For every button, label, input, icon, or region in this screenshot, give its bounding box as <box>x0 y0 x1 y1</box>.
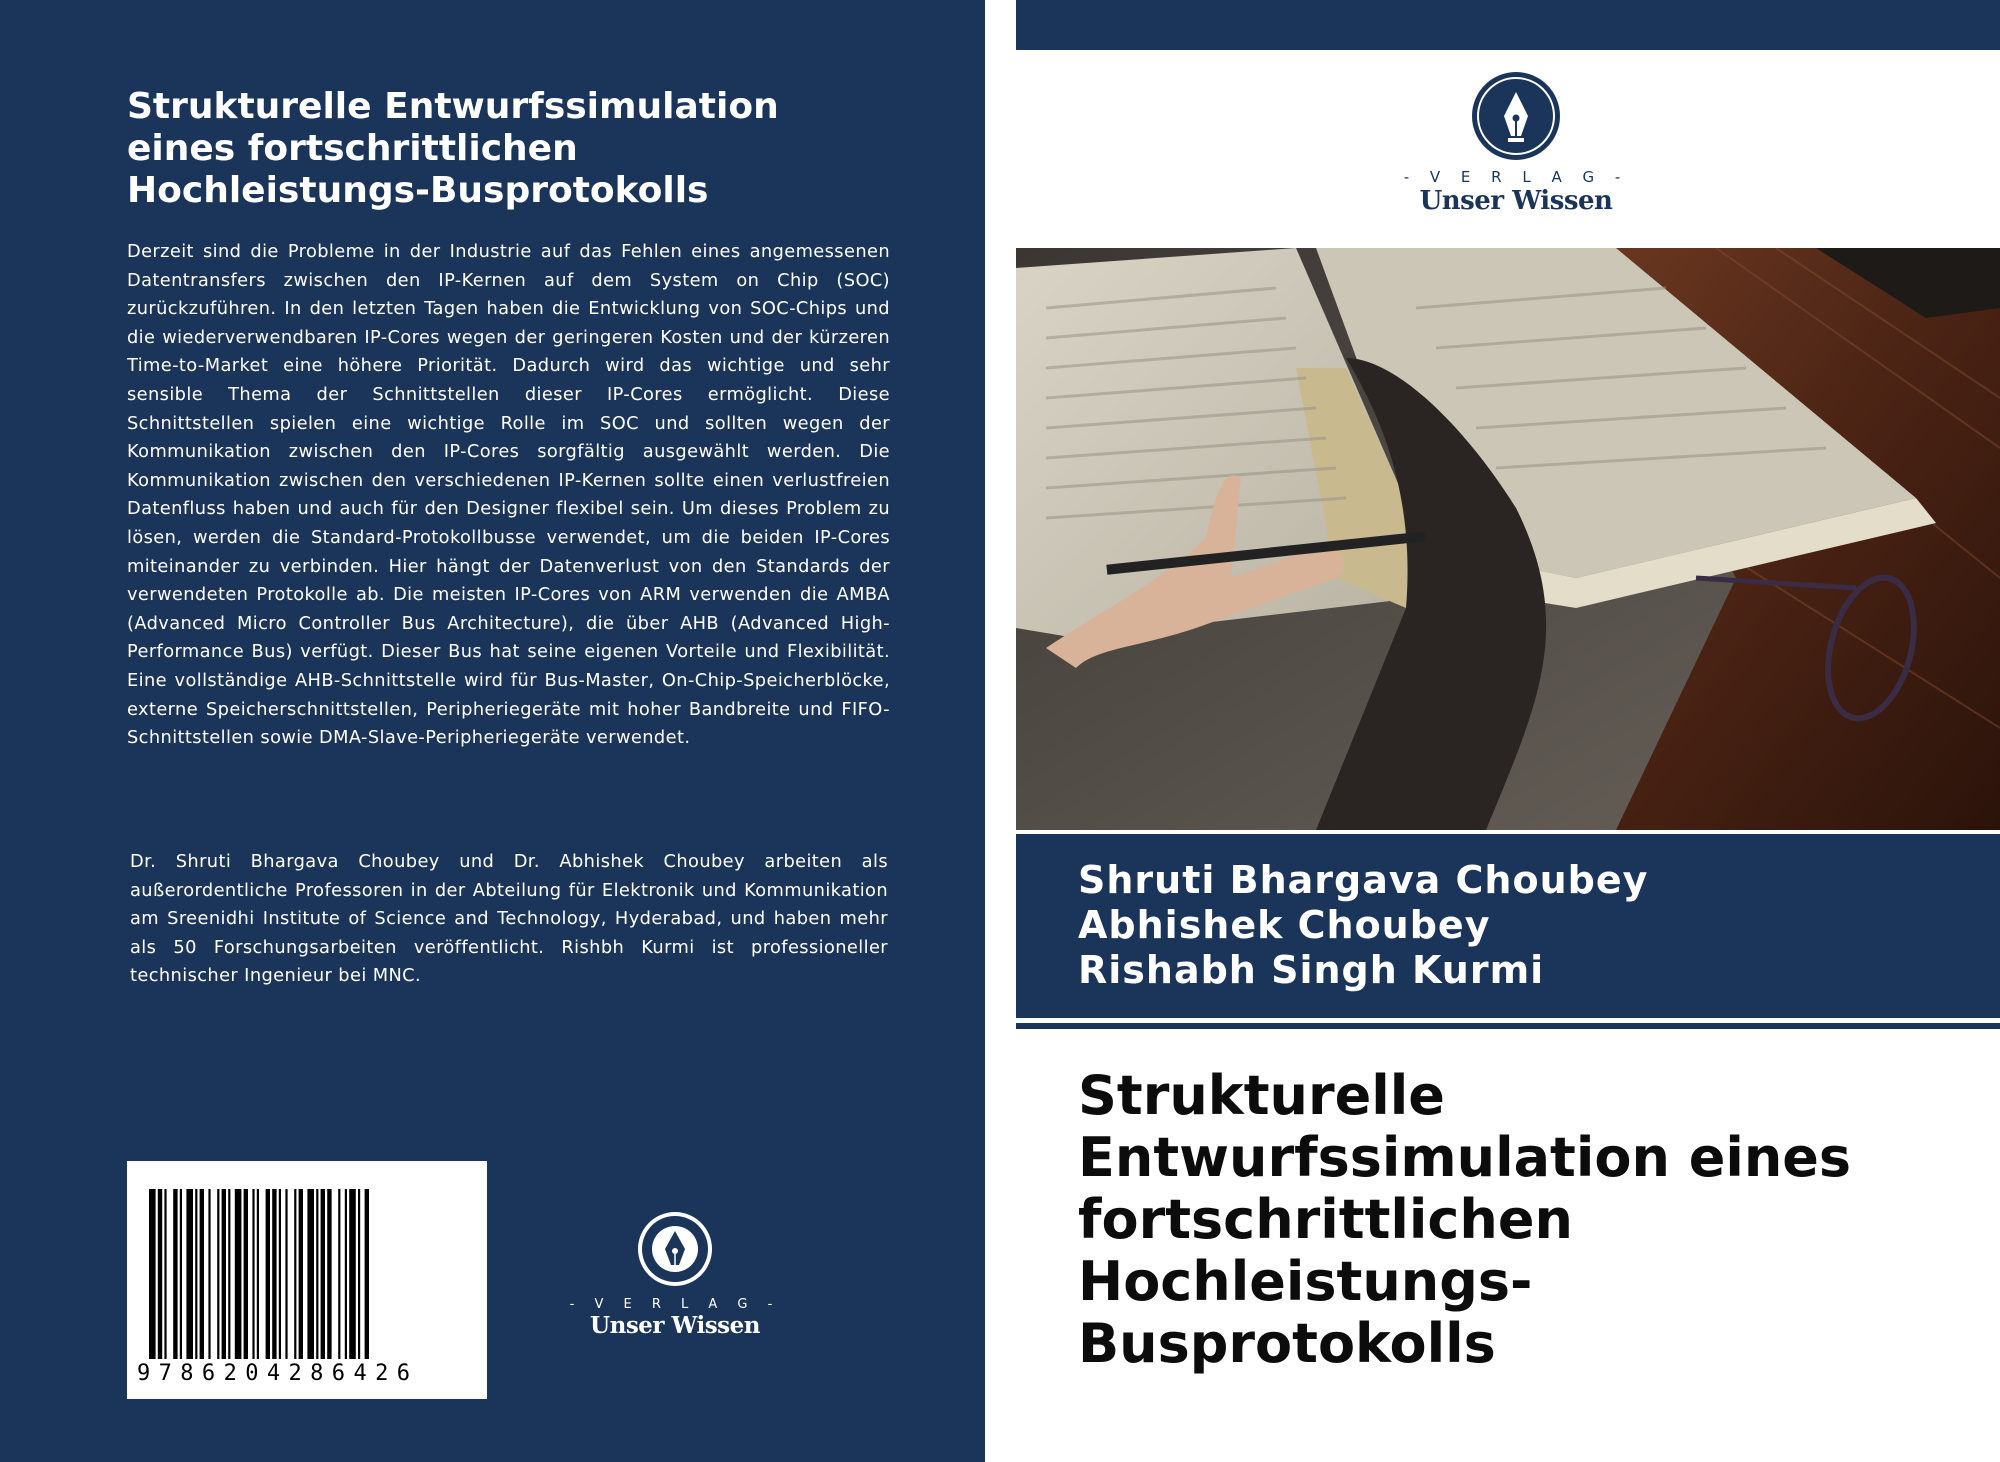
barcode-bar <box>327 1189 331 1359</box>
spine <box>985 0 1016 1462</box>
back-cover-title <box>127 86 927 212</box>
front-title-line: Busprotokolls <box>1078 1312 1496 1375</box>
barcode-bar <box>345 1189 347 1359</box>
barcode-bar <box>149 1189 156 1359</box>
title-divider <box>1016 1023 2000 1029</box>
cover-photo <box>1016 248 2000 830</box>
barcode-bars <box>127 1161 487 1361</box>
open-book-photo-icon <box>1016 248 2000 830</box>
barcode-bar <box>358 1189 360 1359</box>
back-cover <box>0 0 985 1462</box>
barcode-bar <box>321 1189 325 1359</box>
barcode-bar <box>307 1189 314 1359</box>
barcode-bar <box>338 1189 340 1359</box>
barcode-bar <box>195 1189 197 1359</box>
pen-nib-seal-icon <box>635 1209 715 1289</box>
barcode-bar <box>235 1189 242 1359</box>
front-title-line: fortschrittlichen <box>1078 1188 1573 1251</box>
author-name: Abhishek Choubey <box>1078 903 1491 947</box>
barcode-bar <box>316 1189 318 1359</box>
barcode-bar <box>365 1189 369 1359</box>
barcode-bar <box>257 1189 259 1359</box>
barcode-bar <box>285 1189 287 1359</box>
authors-band <box>1016 834 2000 1018</box>
barcode-bar <box>299 1189 303 1359</box>
front-logo-name: Unser Wissen <box>1419 186 1613 216</box>
barcode-bar <box>252 1189 254 1359</box>
barcode-bar <box>173 1189 177 1359</box>
book-blurb: Derzeit sind die Probleme in der Industrie auf das Fehlen eines angemessenen Datentransfers zwischen den IP-Kernen auf dem System on Chip (SOC) zurückzuführen. In den letzten Tagen haben die Entwicklung von SOC-Chips und die wiederverwendbaren IP-Cores wegen der geringeren Kosten und der kürzeren Time-to-Market eine höhere Priorität. Dadurch wird das wichtige und sehr sensible Thema der Schnittstellen dieser IP-Cores ermöglicht. Diese Schnittstellen spielen eine wichtige Rolle im SOC und sollten wegen der Kommunikation zwischen den IP-Cores sorgfältig ausgewählt werden. Die Kommunikation zwischen den verschiedenen IP-Kernen sollte einen verlustfreien Datenfluss haben und auch für den Designer flexibel sein. Um dieses Problem zu lösen, werden die Standard-Protokollbusse verwendet, um die beiden IP-Cores miteinander zu verbinden. Hier hängt der Datenverlust von den Standards der verwendeten Protokolle ab. Die meisten IP-Cores von ARM verwenden die AMBA (Advanced Micro Controller Bus Architecture), die über AHB (Advanced High-Performance Bus) verfügt. Dieser Bus hat seine eigenen Vorteile und Flexibilität. Eine vollständige AHB-Schnittstelle wird für Bus-Master, On-Chip-Speicherblöcke, externe Speicherschnittstellen, Peripheriegeräte mit hoher Bandbreite und FIFO-Schnittstellen sowie DMA-Slave-Peripheriegeräte verwendet. <box>127 241 890 749</box>
author-name: Shruti Bhargava Choubey <box>1078 858 1649 902</box>
front-title-line: Entwurfssimulation eines <box>1078 1126 1852 1189</box>
barcode-bar <box>186 1189 193 1359</box>
back-title-line: Hochleistungs-Busprotokolls <box>127 170 709 211</box>
barcode-bar <box>217 1189 219 1359</box>
back-logo-name: Unser Wissen <box>590 1312 760 1339</box>
barcode-bar <box>272 1189 276 1359</box>
barcode-bar <box>222 1189 226 1359</box>
barcode-bar <box>279 1189 281 1359</box>
barcode-bar <box>208 1189 210 1359</box>
barcode-bar <box>180 1189 182 1359</box>
isbn-number: 9786204286426 <box>137 1361 419 1386</box>
author-bio: Dr. Shruti Bhargava Choubey und Dr. Abhishek Choubey arbeiten als außerordentliche Professoren in der Abteilung für Elektronik und Kommunikation am Sreenidhi Institute of Science and Technology, Hyderabad, und haben mehr als 50 Forschungsarbeiten veröffentlicht. Rishbh Kurmi ist professioneller technischer Ingenieur bei MNC. <box>130 851 888 987</box>
pen-nib-seal-icon <box>1470 70 1562 162</box>
barcode-bar <box>200 1189 204 1359</box>
back-title-line: eines fortschrittlichen <box>127 128 578 169</box>
front-cover <box>1016 0 2000 1462</box>
back-title-line: Strukturelle Entwurfssimulation <box>127 86 779 127</box>
barcode-bar <box>158 1189 162 1359</box>
author-name: Rishabh Singh Kurmi <box>1078 948 1545 992</box>
back-publisher-logo <box>565 1209 785 1339</box>
barcode-bar <box>164 1189 166 1359</box>
barcode-bar <box>349 1189 356 1359</box>
front-cover-title <box>1078 1065 1978 1375</box>
front-title-line: Strukturelle <box>1078 1064 1445 1127</box>
barcode-bar <box>266 1189 270 1359</box>
barcode-bar <box>244 1189 248 1359</box>
barcode-bar <box>228 1189 230 1359</box>
isbn-barcode <box>127 1161 487 1399</box>
top-band <box>1016 0 2000 50</box>
front-title-line: Hochleistungs- <box>1078 1250 1533 1313</box>
back-logo-verlag: - V E R L A G - <box>569 1297 781 1312</box>
front-publisher-logo <box>1366 70 1666 230</box>
barcode-bar <box>294 1189 296 1359</box>
front-logo-verlag: - V E R L A G - <box>1403 168 1629 186</box>
